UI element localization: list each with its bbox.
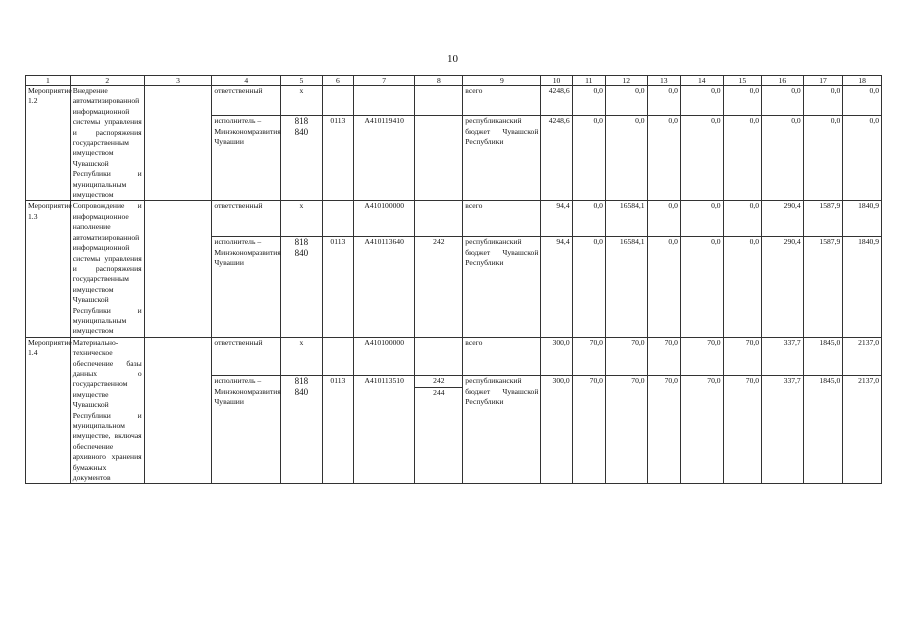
responsible-header-cell: ответственный xyxy=(212,337,281,375)
vr-cell xyxy=(415,376,463,484)
column-header-1: 1 xyxy=(26,76,71,86)
value-budget-cell: 0,0 xyxy=(803,116,843,201)
csr-cell: А410113510 xyxy=(353,376,414,484)
column-header-6: 6 xyxy=(322,76,353,86)
col3-cell xyxy=(144,86,212,201)
value-total-cell: 0,0 xyxy=(762,86,804,116)
value-budget-cell: 70,0 xyxy=(723,376,762,484)
source-total-cell: всего xyxy=(463,201,541,237)
column-header-3: 3 xyxy=(144,76,212,86)
value-total-cell: 0,0 xyxy=(572,86,605,116)
value-total-cell: 70,0 xyxy=(723,337,762,375)
vr-total-cell xyxy=(415,86,463,116)
grbs-cell xyxy=(281,376,323,484)
value-total-cell: 300,0 xyxy=(541,337,572,375)
column-header-15: 15 xyxy=(723,76,762,86)
grbs-code: 840 xyxy=(294,387,309,398)
responsible-cell: исполнитель – Минэкономразвития Чувашии xyxy=(212,376,281,484)
table-row-total xyxy=(26,337,882,375)
column-header-7: 7 xyxy=(353,76,414,86)
column-header-17: 17 xyxy=(803,76,843,86)
column-header-18: 18 xyxy=(843,76,882,86)
value-budget-cell: 70,0 xyxy=(605,376,647,484)
col3-cell xyxy=(144,201,212,337)
csr-cell: А410113640 xyxy=(353,237,414,338)
csr-total-cell: А410100000 xyxy=(353,201,414,237)
column-header-10: 10 xyxy=(541,76,572,86)
value-budget-cell: 0,0 xyxy=(572,116,605,201)
grbs-code: 818 xyxy=(294,376,309,387)
value-total-cell: 0,0 xyxy=(723,201,762,237)
section-total-cell xyxy=(322,337,353,375)
description-cell: Сопровождение и информационное наполнение автоматизированной информационной системы управления и распоряжения государственным имуществом Чувашской Республики и муниципальным имуществом xyxy=(70,201,144,337)
value-budget-cell: 0,0 xyxy=(647,237,680,338)
grbs-cell xyxy=(281,237,323,338)
grbs-code: 818 xyxy=(294,237,309,248)
value-total-cell: 70,0 xyxy=(572,337,605,375)
value-total-cell: 70,0 xyxy=(680,337,723,375)
value-budget-cell: 300,0 xyxy=(541,376,572,484)
value-budget-cell: 0,0 xyxy=(680,237,723,338)
value-budget-cell: 16584,1 xyxy=(605,237,647,338)
value-total-cell: 1587,9 xyxy=(803,201,843,237)
grbs-code: 840 xyxy=(294,127,309,138)
value-total-cell: 70,0 xyxy=(605,337,647,375)
vr-cell xyxy=(415,116,463,201)
value-budget-cell: 70,0 xyxy=(572,376,605,484)
vr-code: 244 xyxy=(433,387,445,397)
value-budget-cell: 1587,9 xyxy=(803,237,843,338)
grbs-total-cell: x xyxy=(281,86,323,116)
grbs-code: 840 xyxy=(294,248,309,259)
measure-cell: Мероприятие 1.3 xyxy=(26,201,71,337)
table-row-total xyxy=(26,201,882,237)
source-total-cell: всего xyxy=(463,86,541,116)
value-total-cell: 0,0 xyxy=(572,201,605,237)
column-header-11: 11 xyxy=(572,76,605,86)
vr-total-cell xyxy=(415,201,463,237)
value-total-cell: 1845,0 xyxy=(803,337,843,375)
section-cell: 0113 xyxy=(322,376,353,484)
value-total-cell: 0,0 xyxy=(647,201,680,237)
value-budget-cell: 70,0 xyxy=(647,376,680,484)
value-total-cell: 0,0 xyxy=(843,86,882,116)
value-budget-cell: 94,4 xyxy=(541,237,572,338)
value-total-cell: 0,0 xyxy=(605,86,647,116)
source-total-cell: всего xyxy=(463,337,541,375)
measure-cell: Мероприятие 1.2 xyxy=(26,86,71,201)
value-budget-cell: 0,0 xyxy=(762,116,804,201)
source-budget-cell: республиканский бюджет Чувашской Республики xyxy=(463,237,541,338)
responsible-header-cell: ответственный xyxy=(212,86,281,116)
csr-total-cell: А410100000 xyxy=(353,337,414,375)
source-budget-cell: республиканский бюджет Чувашской Республики xyxy=(463,116,541,201)
value-budget-cell: 0,0 xyxy=(723,237,762,338)
value-budget-cell: 0,0 xyxy=(605,116,647,201)
value-budget-cell: 290,4 xyxy=(762,237,804,338)
column-header-5: 5 xyxy=(281,76,323,86)
value-total-cell: 70,0 xyxy=(647,337,680,375)
column-header-12: 12 xyxy=(605,76,647,86)
grbs-cell xyxy=(281,116,323,201)
description-cell: Внедрение автоматизированной информационной системы управления и распоряжения государственным имуществом Чувашской Республики и муниципальным имуществом xyxy=(70,86,144,201)
value-total-cell: 290,4 xyxy=(762,201,804,237)
responsible-cell: исполнитель – Минэкономразвития Чувашии xyxy=(212,116,281,201)
table-header xyxy=(26,76,882,86)
vr-cell xyxy=(415,237,463,338)
value-budget-cell: 0,0 xyxy=(572,237,605,338)
table-body xyxy=(26,86,882,484)
page-number: 10 xyxy=(447,53,458,65)
value-budget-cell: 1845,0 xyxy=(803,376,843,484)
responsible-header-cell: ответственный xyxy=(212,201,281,237)
value-total-cell: 337,7 xyxy=(762,337,804,375)
value-budget-cell: 0,0 xyxy=(723,116,762,201)
responsible-cell: исполнитель – Минэкономразвития Чувашии xyxy=(212,237,281,338)
value-total-cell: 1840,9 xyxy=(843,201,882,237)
section-cell: 0113 xyxy=(322,116,353,201)
vr-code: 242 xyxy=(433,237,445,247)
section-cell: 0113 xyxy=(322,237,353,338)
col3-cell xyxy=(144,337,212,484)
grbs-total-cell: x xyxy=(281,337,323,375)
column-header-4: 4 xyxy=(212,76,281,86)
value-total-cell: 0,0 xyxy=(647,86,680,116)
value-total-cell: 2137,0 xyxy=(843,337,882,375)
value-total-cell: 0,0 xyxy=(680,86,723,116)
section-total-cell xyxy=(322,86,353,116)
value-total-cell: 4248,6 xyxy=(541,86,572,116)
value-total-cell: 0,0 xyxy=(680,201,723,237)
column-header-2: 2 xyxy=(70,76,144,86)
csr-cell: А410119410 xyxy=(353,116,414,201)
column-header-8: 8 xyxy=(415,76,463,86)
source-budget-cell: республиканский бюджет Чувашской Республики xyxy=(463,376,541,484)
table-row-total xyxy=(26,86,882,116)
value-total-cell: 16584,1 xyxy=(605,201,647,237)
value-budget-cell: 70,0 xyxy=(680,376,723,484)
value-budget-cell: 337,7 xyxy=(762,376,804,484)
column-header-13: 13 xyxy=(647,76,680,86)
vr-code: 242 xyxy=(415,376,462,387)
value-budget-cell: 2137,0 xyxy=(843,376,882,484)
value-budget-cell: 0,0 xyxy=(680,116,723,201)
column-header-16: 16 xyxy=(762,76,804,86)
value-budget-cell: 1840,9 xyxy=(843,237,882,338)
description-cell: Материально-техническое обеспечение базы данных о государственном имуществе Чувашской Республики и муниципальном имуществе, включая обеспечение архивного хранения бумажных документов xyxy=(70,337,144,484)
section-total-cell xyxy=(322,201,353,237)
program-table xyxy=(25,75,882,484)
measure-cell: Мероприятие 1.4 xyxy=(26,337,71,484)
grbs-total-cell: x xyxy=(281,201,323,237)
value-total-cell: 0,0 xyxy=(803,86,843,116)
vr-total-cell xyxy=(415,337,463,375)
value-budget-cell: 0,0 xyxy=(647,116,680,201)
value-total-cell: 94,4 xyxy=(541,201,572,237)
value-budget-cell: 4248,6 xyxy=(541,116,572,201)
grbs-code: 818 xyxy=(294,116,309,127)
value-budget-cell: 0,0 xyxy=(843,116,882,201)
column-header-14: 14 xyxy=(680,76,723,86)
column-header-9: 9 xyxy=(463,76,541,86)
value-total-cell: 0,0 xyxy=(723,86,762,116)
csr-total-cell xyxy=(353,86,414,116)
